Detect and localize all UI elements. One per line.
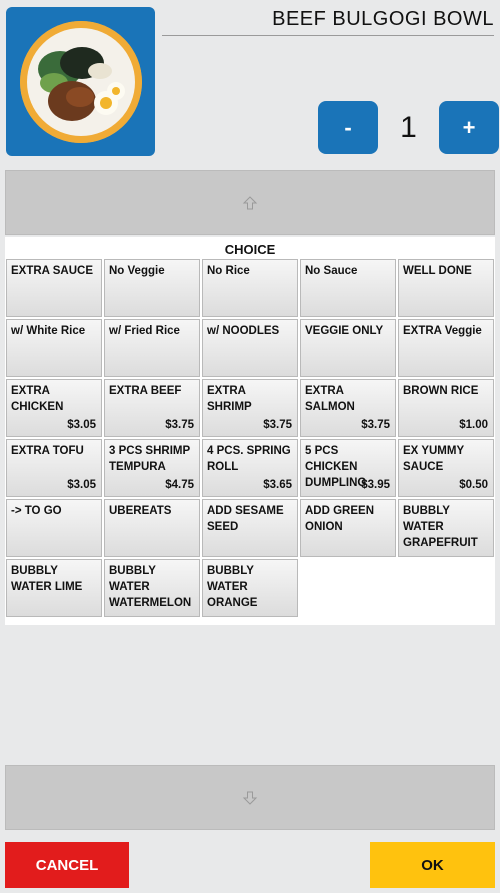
choice-option-button[interactable]	[202, 259, 298, 317]
ok-button[interactable]: OK	[370, 842, 495, 888]
choice-option-button[interactable]	[6, 379, 102, 437]
choice-option-button[interactable]	[104, 319, 200, 377]
choice-option-price: $0.50	[459, 479, 488, 491]
choice-option-label: EXTRA SHRIMP	[207, 385, 252, 413]
choice-option-label: EXTRA CHICKEN	[11, 385, 64, 413]
choice-option-label: EXTRA SALMON	[305, 385, 355, 413]
choice-option-button[interactable]	[104, 379, 200, 437]
choice-option-button[interactable]	[202, 499, 298, 557]
choice-option-label: BUBBLY WATER GRAPEFRUIT	[403, 505, 478, 549]
choice-title: CHOICE	[224, 242, 276, 257]
choice-option-label: No Veggie	[109, 265, 165, 277]
choice-option-price: $3.75	[165, 419, 194, 431]
choice-option-label: VEGGIE ONLY	[305, 325, 384, 337]
choice-option-button[interactable]	[300, 319, 396, 377]
choice-option-price: $3.65	[263, 479, 292, 491]
cancel-button[interactable]: CANCEL	[5, 842, 129, 888]
quantity-value: 1	[400, 110, 417, 144]
choice-option-label: No Rice	[207, 265, 250, 277]
choice-option-button[interactable]	[300, 379, 396, 437]
choice-option-button[interactable]	[104, 559, 200, 617]
choice-option-label: 4 PCS. SPRING ROLL	[207, 445, 291, 473]
item-title: BEEF BULGOGI BOWL	[272, 8, 494, 30]
choice-option-button[interactable]	[300, 259, 396, 317]
choice-option-label: BUBBLY WATER ORANGE	[207, 565, 258, 609]
choice-option-button[interactable]	[202, 379, 298, 437]
choice-option-label: BROWN RICE	[403, 385, 479, 397]
choice-option-button[interactable]	[104, 259, 200, 317]
choice-option-button[interactable]	[398, 259, 494, 317]
choice-option-label: ADD SESAME SEED	[207, 505, 284, 533]
choice-option-button[interactable]	[104, 499, 200, 557]
decrease-quantity-button[interactable]: -	[318, 101, 378, 154]
choice-option-price: $3.95	[361, 479, 390, 491]
choice-option-button[interactable]	[202, 319, 298, 377]
choice-option-button[interactable]	[6, 439, 102, 497]
choice-option-price: $1.00	[459, 419, 488, 431]
bulgogi-bowl-image	[20, 21, 142, 143]
choice-option-button[interactable]	[202, 439, 298, 497]
scroll-up-button[interactable]	[5, 170, 495, 235]
choice-option-label: WELL DONE	[403, 265, 472, 277]
choice-panel	[5, 237, 495, 625]
choice-option-label: w/ Fried Rice	[109, 325, 180, 337]
choice-option-label: BUBBLY WATER WATERMELON	[109, 565, 192, 609]
choice-option-label: 3 PCS SHRIMP TEMPURA	[109, 445, 190, 473]
choice-option-label: EXTRA BEEF	[109, 385, 182, 397]
choice-option-button[interactable]	[202, 559, 298, 617]
arrow-up-icon	[242, 195, 258, 211]
choice-option-label: w/ White Rice	[11, 325, 86, 337]
choice-option-label: UBEREATS	[109, 505, 172, 517]
choice-option-label: ADD GREEN ONION	[305, 505, 375, 533]
scroll-down-button[interactable]	[5, 765, 495, 830]
choice-option-label: EX YUMMY SAUCE	[403, 445, 464, 473]
choice-option-button[interactable]	[398, 379, 494, 437]
choice-option-label: EXTRA TOFU	[11, 445, 84, 457]
choice-grid	[5, 259, 495, 617]
choice-option-button[interactable]	[300, 439, 396, 497]
increase-quantity-button[interactable]: +	[439, 101, 499, 154]
choice-option-price: $3.75	[361, 419, 390, 431]
choice-option-button[interactable]	[104, 439, 200, 497]
choice-option-price: $3.05	[67, 419, 96, 431]
choice-option-button[interactable]	[398, 499, 494, 557]
choice-option-label: -> TO GO	[11, 505, 62, 517]
choice-option-price: $3.75	[263, 419, 292, 431]
choice-option-label: w/ NOODLES	[207, 325, 280, 337]
item-header	[0, 0, 500, 162]
choice-option-label: 5 PCS CHICKEN DUMPLING	[305, 445, 367, 489]
choice-option-button[interactable]	[6, 499, 102, 557]
choice-option-label: EXTRA Veggie	[403, 325, 482, 337]
title-divider	[162, 35, 494, 36]
choice-option-label: EXTRA SAUCE	[11, 265, 93, 277]
arrow-down-icon	[242, 790, 258, 806]
choice-option-button[interactable]	[6, 559, 102, 617]
choice-option-button[interactable]	[300, 499, 396, 557]
choice-option-label: BUBBLY WATER LIME	[11, 565, 83, 593]
choice-option-button[interactable]	[6, 259, 102, 317]
choice-option-label: No Sauce	[305, 265, 358, 277]
choice-option-price: $3.05	[67, 479, 96, 491]
item-photo	[6, 7, 155, 156]
choice-option-button[interactable]	[6, 319, 102, 377]
choice-option-price: $4.75	[165, 479, 194, 491]
choice-option-button[interactable]	[398, 319, 494, 377]
choice-option-button[interactable]	[398, 439, 494, 497]
